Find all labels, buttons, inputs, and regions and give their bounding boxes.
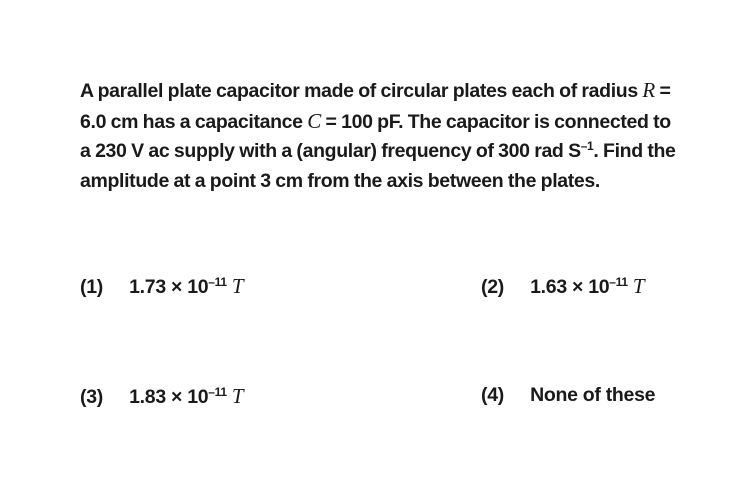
option-3-unit: T bbox=[231, 384, 244, 408]
option-2-exponent: –11 bbox=[609, 275, 628, 289]
option-1-number: (1) bbox=[80, 276, 103, 298]
question-part-3: = 100 pF. The capacitor is connected to a 230 V ac supply with a (angular) frequency of 300 rad S bbox=[80, 110, 671, 162]
option-4-number: (4) bbox=[481, 384, 504, 406]
option-4-text: None of these bbox=[530, 384, 656, 406]
option-2-number: (2) bbox=[481, 276, 504, 298]
option-4[interactable] bbox=[481, 384, 655, 407]
option-3-mantissa: 1.83 × 10 bbox=[129, 386, 209, 408]
option-1-mantissa: 1.73 × 10 bbox=[129, 276, 209, 298]
question-part-4: . Find the amplitude at a point 3 cm from the axis between the plates. bbox=[80, 140, 676, 192]
option-3-number: (3) bbox=[80, 386, 103, 408]
frequency-exponent: –1 bbox=[580, 139, 594, 153]
option-2[interactable] bbox=[481, 274, 644, 299]
variable-r: R bbox=[642, 78, 655, 102]
option-1-unit: T bbox=[231, 274, 244, 298]
variable-c: C bbox=[307, 108, 321, 133]
question-part-1: A parallel plate capacitor made of circular plates each of radius bbox=[80, 80, 643, 102]
option-3-exponent: –11 bbox=[208, 385, 227, 399]
option-1[interactable] bbox=[80, 274, 243, 299]
option-1-exponent: –11 bbox=[208, 275, 227, 289]
question-text bbox=[80, 76, 680, 196]
option-2-unit: T bbox=[632, 274, 645, 298]
question-part-2: = 6.0 cm has a capacitance bbox=[80, 80, 671, 133]
option-2-mantissa: 1.63 × 10 bbox=[530, 276, 610, 298]
option-3[interactable] bbox=[80, 384, 243, 409]
